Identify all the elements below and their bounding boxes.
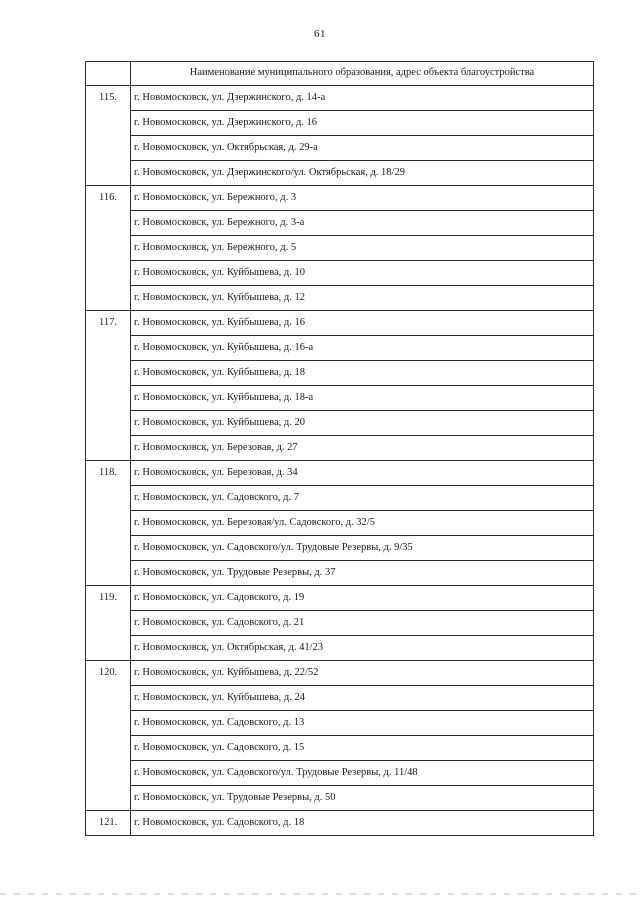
- table-row: [86, 236, 594, 261]
- address-cell: г. Новомосковск, ул. Березовая, д. 27: [131, 436, 594, 461]
- address-cell: г. Новомосковск, ул. Садовского, д. 18: [131, 811, 594, 836]
- row-number: 116.: [86, 186, 131, 311]
- address-cell: г. Новомосковск, ул. Бережного, д. 3-а: [131, 211, 594, 236]
- table-row: [86, 661, 594, 686]
- address-cell: г. Новомосковск, ул. Садовского, д. 15: [131, 736, 594, 761]
- address-cell: г. Новомосковск, ул. Куйбышева, д. 16: [131, 311, 594, 336]
- table-row: [86, 336, 594, 361]
- address-cell: г. Новомосковск, ул. Дзержинского/ул. Октябрьская, д. 18/29: [131, 161, 594, 186]
- address-cell: г. Новомосковск, ул. Садовского, д. 13: [131, 711, 594, 736]
- table-row: [86, 361, 594, 386]
- address-cell: г. Новомосковск, ул. Дзержинского, д. 16: [131, 111, 594, 136]
- table-row: [86, 386, 594, 411]
- table-row: [86, 561, 594, 586]
- scan-bottom-marks: [0, 893, 640, 895]
- table-row: [86, 686, 594, 711]
- table-row: [86, 411, 594, 436]
- address-cell: г. Новомосковск, ул. Трудовые Резервы, д. 37: [131, 561, 594, 586]
- table-row: [86, 111, 594, 136]
- row-number: 120.: [86, 661, 131, 811]
- table-row: [86, 461, 594, 486]
- table-row: [86, 711, 594, 736]
- address-cell: г. Новомосковск, ул. Садовского/ул. Трудовые Резервы, д. 11/48: [131, 761, 594, 786]
- table-row: [86, 761, 594, 786]
- address-cell: г. Новомосковск, ул. Садовского, д. 7: [131, 486, 594, 511]
- table-row: [86, 511, 594, 536]
- address-cell: г. Новомосковск, ул. Октябрьская, д. 29-а: [131, 136, 594, 161]
- address-cell: г. Новомосковск, ул. Куйбышева, д. 22/52: [131, 661, 594, 686]
- table-row: [86, 211, 594, 236]
- address-cell: г. Новомосковск, ул. Куйбышева, д. 18: [131, 361, 594, 386]
- table-header-title: Наименование муниципального образования, адрес объекта благоустройства: [131, 62, 594, 86]
- table-row: [86, 286, 594, 311]
- address-cell: г. Новомосковск, ул. Садовского, д. 19: [131, 586, 594, 611]
- table-row: [86, 161, 594, 186]
- table-row: [86, 436, 594, 461]
- table-row: [86, 536, 594, 561]
- row-number: 117.: [86, 311, 131, 461]
- row-number: 121.: [86, 811, 131, 836]
- table-row: [86, 261, 594, 286]
- table-row: [86, 136, 594, 161]
- table-row: [86, 611, 594, 636]
- table-header-row: [86, 62, 594, 86]
- table-row: [86, 811, 594, 836]
- address-cell: г. Новомосковск, ул. Трудовые Резервы, д. 50: [131, 786, 594, 811]
- address-cell: г. Новомосковск, ул. Куйбышева, д. 12: [131, 286, 594, 311]
- table-row: [86, 786, 594, 811]
- address-cell: г. Новомосковск, ул. Березовая/ул. Садовского, д. 32/5: [131, 511, 594, 536]
- address-cell: г. Новомосковск, ул. Октябрьская, д. 41/23: [131, 636, 594, 661]
- address-cell: г. Новомосковск, ул. Бережного, д. 5: [131, 236, 594, 261]
- table-row: [86, 486, 594, 511]
- address-cell: г. Новомосковск, ул. Куйбышева, д. 20: [131, 411, 594, 436]
- table-row: [86, 86, 594, 111]
- address-cell: г. Новомосковск, ул. Куйбышева, д. 16-а: [131, 336, 594, 361]
- address-cell: г. Новомосковск, ул. Куйбышева, д. 24: [131, 686, 594, 711]
- address-cell: г. Новомосковск, ул. Куйбышева, д. 18-а: [131, 386, 594, 411]
- table-row: [86, 586, 594, 611]
- address-cell: г. Новомосковск, ул. Бережного, д. 3: [131, 186, 594, 211]
- table-header-number-cell: [86, 62, 131, 86]
- address-cell: г. Новомосковск, ул. Дзержинского, д. 14-а: [131, 86, 594, 111]
- address-table: [85, 61, 594, 836]
- row-number: 115.: [86, 86, 131, 186]
- address-cell: г. Новомосковск, ул. Садовского/ул. Трудовые Резервы, д. 9/35: [131, 536, 594, 561]
- table-row: [86, 186, 594, 211]
- address-cell: г. Новомосковск, ул. Садовского, д. 21: [131, 611, 594, 636]
- row-number: 118.: [86, 461, 131, 586]
- table-row: [86, 736, 594, 761]
- table-row: [86, 311, 594, 336]
- table-row: [86, 636, 594, 661]
- address-cell: г. Новомосковск, ул. Березовая, д. 34: [131, 461, 594, 486]
- address-table-body: [86, 62, 594, 836]
- page-number: 61: [314, 28, 326, 40]
- address-cell: г. Новомосковск, ул. Куйбышева, д. 10: [131, 261, 594, 286]
- row-number: 119.: [86, 586, 131, 661]
